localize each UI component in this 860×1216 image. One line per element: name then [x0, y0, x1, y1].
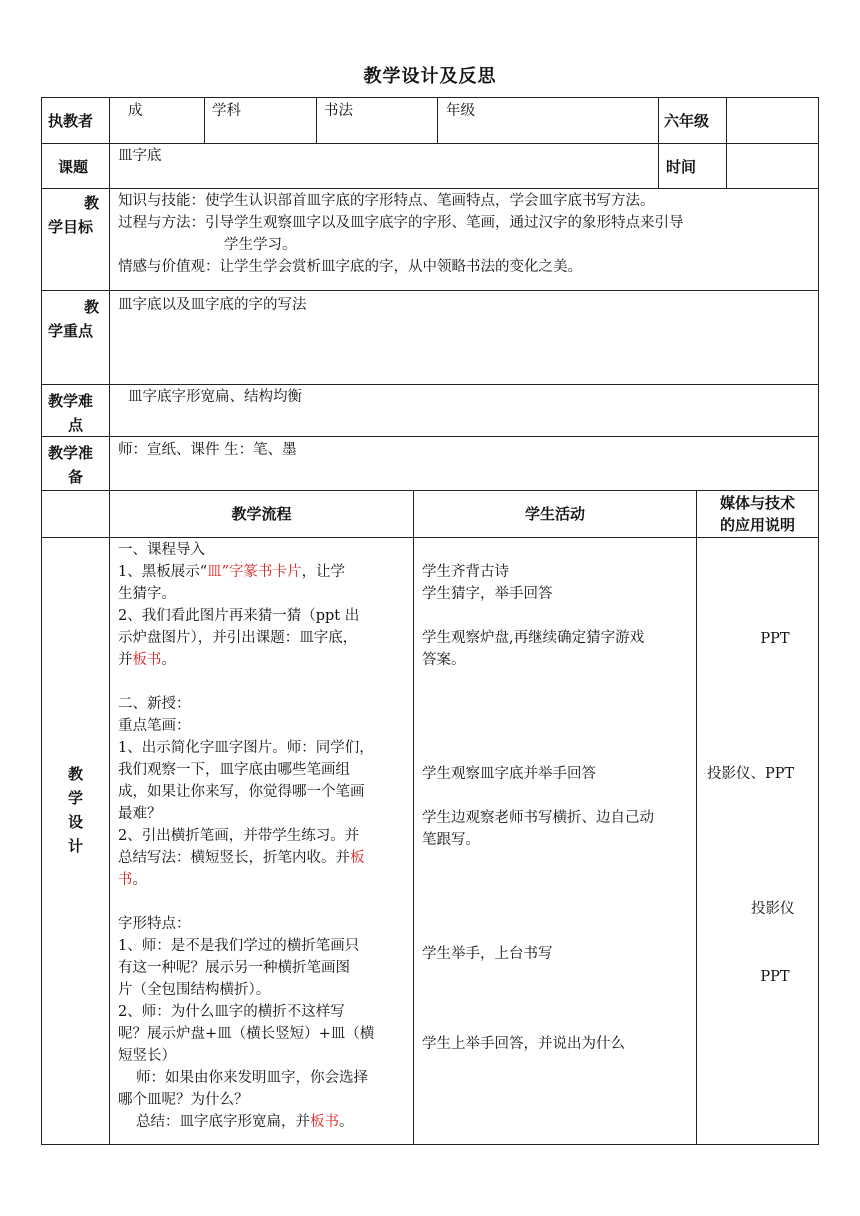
student-line: 笔跟写。: [422, 832, 480, 848]
process-line: 总结写法：横短竖长，折笔内收。并板: [118, 850, 365, 866]
topic-value: 皿字底: [118, 148, 162, 164]
goals-label-2: 学目标: [48, 218, 94, 236]
subject-value: 书法: [324, 103, 353, 119]
student-line: 学生边观察老师书写横折、边自己动: [422, 810, 654, 826]
process-line: 1、师：是不是我们学过的横折笔画只: [118, 938, 360, 954]
process-line: 并板书。: [118, 652, 176, 668]
process-line: 最难？: [118, 806, 162, 822]
goals-label-1: 教: [84, 194, 100, 212]
process-line: 呢？展示炉盘+皿（横长竖短）+皿（横: [118, 1026, 375, 1042]
student-line: 学生齐背古诗: [422, 564, 509, 580]
grade-value: 六年级: [664, 112, 710, 130]
process-line: 二、新授：: [118, 696, 191, 712]
student-line: 学生举手，上台书写: [422, 946, 553, 962]
design-label: [42, 762, 109, 858]
process-line: 2、引出横折笔画，并带学生练习。并: [118, 828, 360, 844]
student-line: 学生观察炉盘,再继续确定猜字游戏: [422, 630, 645, 646]
process-line: 一、课程导入: [118, 542, 205, 558]
process-line: 总结：皿字底字形宽扁，并板书。: [136, 1114, 354, 1130]
process-line: 书。: [118, 872, 147, 888]
media-note: 投影仪、PPT: [707, 766, 795, 782]
flow-student-header: 学生活动: [524, 505, 585, 523]
process-line: 生猜字。: [118, 586, 176, 602]
process-line: 片（全包围结构横折）。: [118, 982, 271, 998]
student-line: 学生上举手回答，并说出为什么: [422, 1036, 625, 1052]
design-label-char: 学: [67, 789, 83, 807]
goal-emotion: 情感与价值观：让学生学会赏析皿字底的字，从中领略书法的变化之美。: [118, 259, 582, 275]
design-label-char: 计: [67, 837, 83, 855]
student-line: 学生观察皿字底并举手回答: [422, 766, 596, 782]
teacher-label: 执教者: [48, 112, 94, 130]
process-line: 示炉盘图片），并引出课题：皿字底，: [118, 630, 358, 646]
media-header-line-1: 媒体与技术: [719, 494, 795, 512]
time-label: 时间: [666, 158, 697, 176]
process-line: 师：如果由你来发明皿字，你会选择: [136, 1070, 368, 1086]
process-line: 短竖长）: [118, 1048, 176, 1064]
student-line: 答案。: [422, 652, 466, 668]
keypoints-label-2: 学重点: [48, 322, 94, 340]
media-header-line-2: 的应用说明: [719, 516, 795, 534]
keypoints-label-1: 教: [84, 298, 100, 316]
grade-label: 年级: [446, 103, 475, 119]
difficulties-label-2: 点: [67, 416, 83, 434]
process-line: 我们观察一下，皿字底由哪些笔画组: [118, 762, 350, 778]
preparation-value: 师：宣纸、课件 生：笔、墨: [118, 442, 297, 458]
preparation-label-1: 教学准: [48, 444, 94, 462]
process-line: 有这一种呢？展示另一种横折笔画图: [118, 960, 350, 976]
process-line: 哪个皿呢？为什么？: [118, 1092, 249, 1108]
process-line: 1、出示简化字皿字图片。师：同学们，: [118, 740, 374, 756]
process-line: 1、黑板展示“皿”字篆书卡片，让学: [118, 564, 346, 580]
difficulties-value: 皿字底字形宽扁、结构均衡: [128, 389, 302, 405]
design-label-char: 教: [67, 765, 83, 783]
media-note: 投影仪: [751, 901, 795, 917]
media-note: PPT: [760, 969, 790, 985]
keypoints-value: 皿字底以及皿字底的字的写法: [118, 297, 307, 313]
process-line: 2、我们看此图片再来猜一猜（ppt 出: [118, 608, 360, 624]
teacher-value: 成: [128, 103, 143, 119]
design-label-char: 设: [67, 813, 83, 831]
goal-process-1: 过程与方法：引导学生观察皿字以及皿字底字的字形、笔画，通过汉字的象形特点来引导: [118, 215, 684, 231]
student-line: 学生猜字，举手回答: [422, 586, 553, 602]
process-line: 成，如果让你来写，你觉得哪一个笔画: [118, 784, 365, 800]
goal-knowledge: 知识与技能：使学生认识部首皿字底的字形特点、笔画特点，学会皿字底书写方法。: [118, 193, 655, 209]
subject-label: 学科: [212, 103, 241, 119]
page-title: 教学设计及反思: [363, 66, 497, 87]
flow-media-header: [697, 492, 818, 536]
media-note: PPT: [760, 631, 790, 647]
flow-process-header: 教学流程: [231, 505, 292, 523]
process-line: 2、师：为什么皿字的横折不这样写: [118, 1004, 345, 1020]
preparation-label-2: 备: [67, 468, 83, 486]
topic-label: 课题: [58, 158, 89, 176]
goal-process-2: 学生学习。: [224, 237, 297, 253]
process-line: 字形特点：: [118, 916, 191, 932]
difficulties-label-1: 教学难: [48, 392, 94, 410]
goals-text: [118, 190, 813, 278]
process-line: 重点笔画：: [118, 718, 191, 734]
